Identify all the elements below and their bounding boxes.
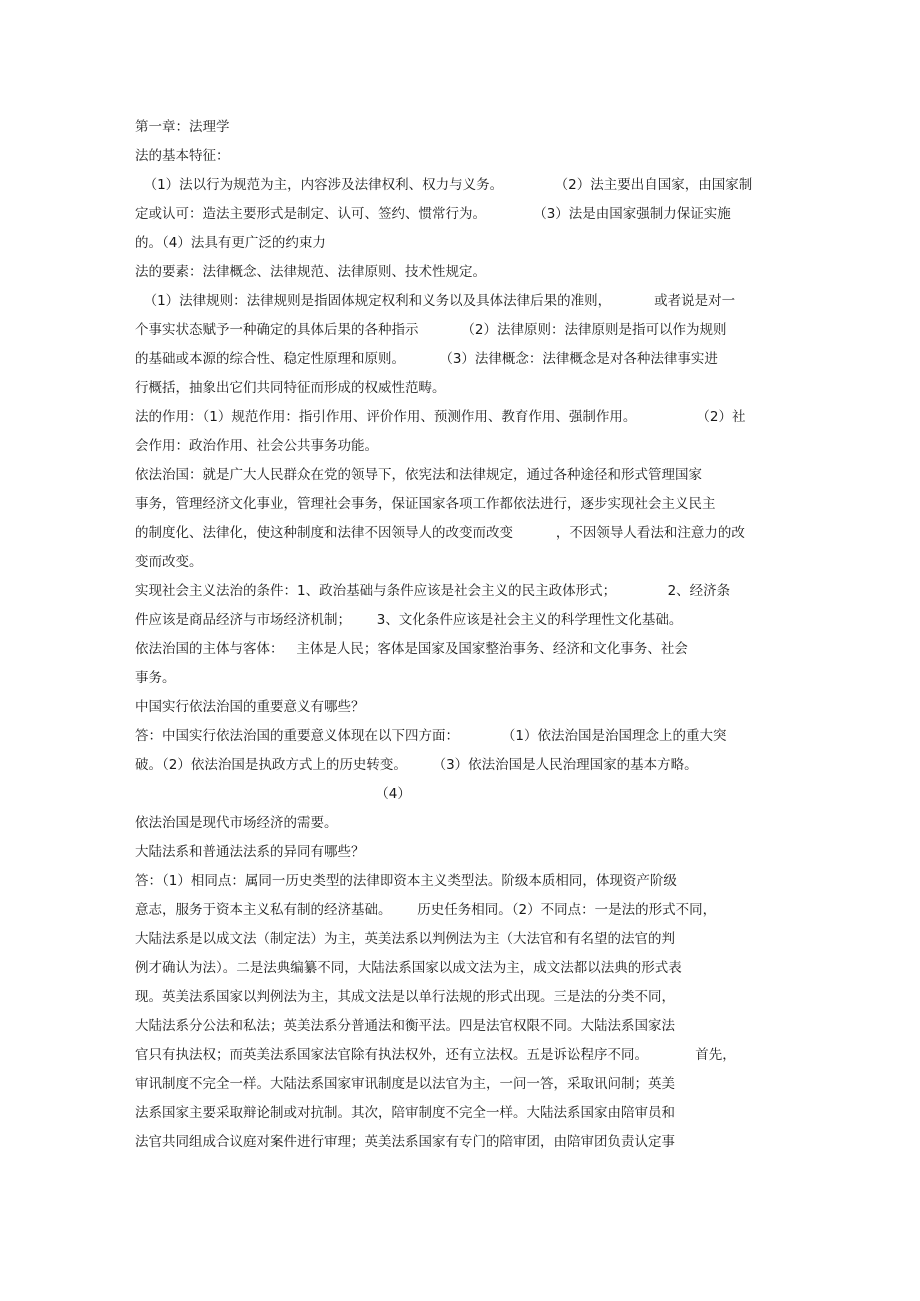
text-line: 第一章：法理学 xyxy=(135,119,230,135)
text-line: 事务。 xyxy=(135,670,176,686)
text-line: 例才确认为法）。二是法典编纂不同，大陆法系国家以成文法为主，成文法都以法典的形式表 xyxy=(135,960,682,976)
text-line: 官只有执法权；而英美法系国家法官除有执法权外，还有立法权。五是诉讼程序不同。 首先， xyxy=(135,1047,736,1063)
text-line: 实现社会主义法治的条件：1、政治基础与条件应该是社会主义的民主政体形式； 2、经济条 xyxy=(135,583,731,599)
text-line: 大陆法系和普通法法系的异同有哪些？ xyxy=(135,844,365,860)
text-line: 大陆法系分公法和私法；英美法系分普通法和衡平法。四是法官权限不同。大陆法系国家法 xyxy=(135,1018,675,1034)
text-line: 定或认可：造法主要形式是制定、认可、签约、惯常行为。 （3）法是由国家强制力保证实施 xyxy=(135,206,731,222)
text-line: 会作用：政治作用、社会公共事务功能。 xyxy=(135,438,378,454)
text-line: 法的作用：（1）规范作用：指引作用、评价作用、预测作用、教育作用、强制作用。 （2）社 xyxy=(135,409,746,425)
text-line: 依法治国的主体与客体： 主体是人民；客体是国家及国家整治事务、经济和文化事务、社会 xyxy=(135,641,688,657)
text-line: 的。（4）法具有更广泛的约束力 xyxy=(135,235,326,251)
text-line: 的制度化、法律化，使这种制度和法律不因领导人的改变而改变 ，不因领导人看法和注意力的改 xyxy=(135,525,745,541)
text-line: 破。（2）依法治国是执政方式上的历史转变。 （3）依法治国是人民治理国家的基本方略。 xyxy=(135,757,698,773)
text-line: 答：中国实行依法治国的重要意义体现在以下四方面： （1）依法治国是治国理念上的重大突 xyxy=(135,728,727,744)
text-line: 依法治国：就是广大人民群众在党的领导下，依宪法和法律规定，通过各种途径和形式管理国家 xyxy=(135,467,702,483)
text-line: 个事实状态赋予一种确定的具体后果的各种指示 （2）法律原则：法律原则是指可以作为规则 xyxy=(135,322,727,338)
text-line: 法的要素：法律概念、法律规范、法律原则、技术性规定。 xyxy=(135,264,486,280)
text-line: 中国实行依法治国的重要意义有哪些？ xyxy=(135,699,365,715)
text-line: 法官共同组成合议庭对案件进行审理；英美法系国家有专门的陪审团，由陪审团负责认定事 xyxy=(135,1134,675,1150)
text-line: 意志，服务于资本主义私有制的经济基础。 历史任务相同。（2）不同点：一是法的形式不同， xyxy=(135,902,717,918)
text-line: 审讯制度不完全一样。大陆法系国家审讯制度是以法官为主，一问一答，采取讯问制；英美 xyxy=(135,1076,675,1092)
text-line: 变而改变。 xyxy=(135,554,203,570)
text-line: 行概括，抽象出它们共同特征而形成的权威性范畴。 xyxy=(135,380,446,396)
text-line: 大陆法系是以成文法（制定法）为主，英美法系以判例法为主（大法官和有名望的法官的判 xyxy=(135,931,675,947)
text-line: （1）法以行为规范为主，内容涉及法律权利、权力与义务。 （2）法主要出自国家，由国家制 xyxy=(135,177,753,193)
text-line: 法的基本特征： xyxy=(135,148,230,164)
text-line: 的基础或本源的综合性、稳定性原理和原则。 （3）法律概念：法律概念是对各种法律事实进 xyxy=(135,351,718,367)
text-line: （1）法律规则：法律规则是指固体规定权利和义务以及具体法律后果的准则， 或者说是对一 xyxy=(135,293,736,309)
text-line: 法系国家主要采取辩论制或对抗制。其次，陪审制度不完全一样。大陆法系国家由陪审员和 xyxy=(135,1105,675,1121)
text-line: 答：（1）相同点：属同一历史类型的法律即资本主义类型法。阶级本质相同，体现资产阶级 xyxy=(135,873,677,889)
text-line: 依法治国是现代市场经济的需要。 xyxy=(135,815,338,831)
text-line: （4） xyxy=(135,786,411,802)
text-line: 现。英美法系国家以判例法为主，其成文法是以单行法规的形式出现。三是法的分类不同， xyxy=(135,989,675,1005)
text-line: 事务，管理经济文化事业，管理社会事务，保证国家各项工作都依法进行，逐步实现社会主义民主 xyxy=(135,496,716,512)
text-line: 件应该是商品经济与市场经济机制； 3、文化条件应该是社会主义的科学理性文化基础。 xyxy=(135,612,683,628)
